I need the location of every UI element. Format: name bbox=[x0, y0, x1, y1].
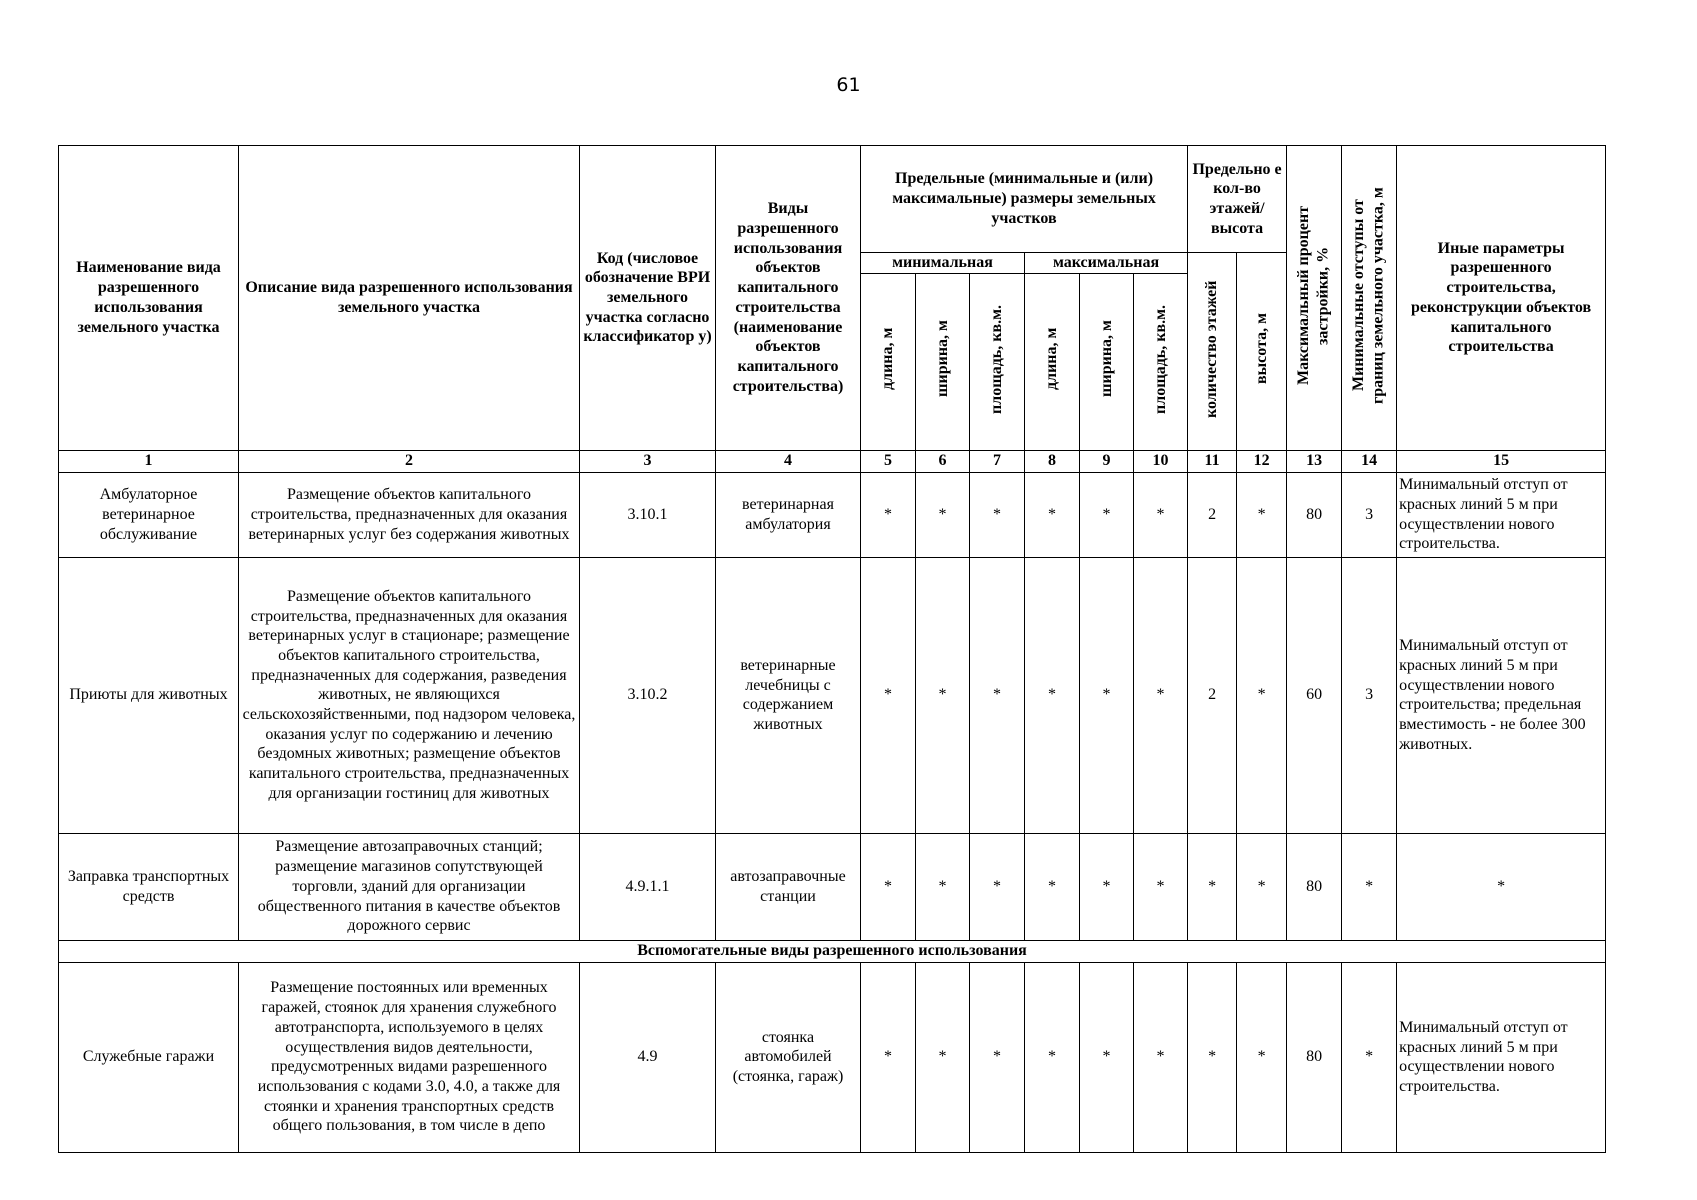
header-min-length: длина, м bbox=[861, 274, 916, 451]
min-length-value: * bbox=[861, 557, 916, 833]
setback-value: * bbox=[1342, 833, 1397, 940]
min-width-value: * bbox=[916, 472, 970, 557]
column-number: 12 bbox=[1237, 450, 1287, 472]
header-min-width: ширина, м bbox=[916, 274, 970, 451]
capital-objects: ветеринарные лечебницы с содержанием животных bbox=[716, 557, 861, 833]
header-maximum: максимальная bbox=[1025, 253, 1188, 274]
table-row bbox=[59, 472, 1606, 557]
land-use-description: Размещение объектов капитального строительства, предназначенных для оказания ветеринарных услуг в стационаре; размещение объектов капитального строительства, предназначенных для содержания, разведения животных, не являющихся сельскохозяйственными, под надзором человека, оказания услуг по содержанию и лечению бездомных животных; размещение объектов капитального строительства, предназначенных для организации гостиниц для животных bbox=[239, 557, 580, 833]
header-max-area: площадь, кв.м. bbox=[1134, 274, 1188, 451]
land-use-description: Размещение автозаправочных станций; размещение магазинов сопутствующей торговли, зданий для организации общественного питания в качестве объектов дорожного сервис bbox=[239, 833, 580, 940]
land-use-description: Размещение объектов капитального строительства, предназначенных для оказания ветеринарных услуг без содержания животных bbox=[239, 472, 580, 557]
column-number: 14 bbox=[1342, 450, 1397, 472]
min-area-value: * bbox=[970, 833, 1025, 940]
min-length-value: * bbox=[861, 962, 916, 1152]
land-use-name: Амбулаторное ветеринарное обслуживание bbox=[59, 472, 239, 557]
other-params-value: Минимальный отступ от красных линий 5 м при осуществлении нового строительства; предельная вместимость - не более 300 животных. bbox=[1397, 557, 1606, 833]
min-area-value: * bbox=[970, 557, 1025, 833]
land-use-code: 4.9.1.1 bbox=[580, 833, 716, 940]
other-params-value: * bbox=[1397, 833, 1606, 940]
capital-objects: автозаправочные станции bbox=[716, 833, 861, 940]
column-number: 7 bbox=[970, 450, 1025, 472]
land-use-name: Приюты для животных bbox=[59, 557, 239, 833]
header-land-use-name: Наименование вида разрешенного использования земельного участка bbox=[59, 146, 239, 451]
height-value: * bbox=[1237, 472, 1287, 557]
header-max-building-percent: Максимальный процент застройки, % bbox=[1287, 146, 1342, 451]
max-area-value: * bbox=[1134, 962, 1188, 1152]
setback-value: 3 bbox=[1342, 557, 1397, 833]
building-percent-value: 80 bbox=[1287, 833, 1342, 940]
column-number-row bbox=[59, 450, 1606, 472]
max-length-value: * bbox=[1025, 557, 1080, 833]
column-number: 11 bbox=[1188, 450, 1237, 472]
setback-value: 3 bbox=[1342, 472, 1397, 557]
min-width-value: * bbox=[916, 833, 970, 940]
floors-value: * bbox=[1188, 962, 1237, 1152]
table-row bbox=[59, 833, 1606, 940]
floors-value: 2 bbox=[1188, 557, 1237, 833]
max-area-value: * bbox=[1134, 557, 1188, 833]
table-row bbox=[59, 557, 1606, 833]
height-value: * bbox=[1237, 557, 1287, 833]
land-use-table bbox=[58, 145, 1606, 1153]
column-number: 9 bbox=[1080, 450, 1134, 472]
column-number: 15 bbox=[1397, 450, 1606, 472]
building-percent-value: 80 bbox=[1287, 962, 1342, 1152]
table-row bbox=[59, 962, 1606, 1152]
page-number: 61 bbox=[836, 74, 861, 96]
column-number: 3 bbox=[580, 450, 716, 472]
min-area-value: * bbox=[970, 962, 1025, 1152]
max-width-value: * bbox=[1080, 472, 1134, 557]
header-minimum: минимальная bbox=[861, 253, 1025, 274]
header-height: высота, м bbox=[1237, 253, 1287, 451]
section-row bbox=[59, 940, 1606, 962]
column-number: 10 bbox=[1134, 450, 1188, 472]
floors-value: 2 bbox=[1188, 472, 1237, 557]
height-value: * bbox=[1237, 962, 1287, 1152]
column-number: 4 bbox=[716, 450, 861, 472]
header-code: Код (числовое обозначение ВРИ земельного участка согласно классификатор у) bbox=[580, 146, 716, 451]
header-floors-count: количество этажей bbox=[1188, 253, 1237, 451]
min-width-value: * bbox=[916, 962, 970, 1152]
column-number: 6 bbox=[916, 450, 970, 472]
column-number: 2 bbox=[239, 450, 580, 472]
min-width-value: * bbox=[916, 557, 970, 833]
max-length-value: * bbox=[1025, 472, 1080, 557]
land-use-code: 3.10.2 bbox=[580, 557, 716, 833]
floors-value: * bbox=[1188, 833, 1237, 940]
land-use-description: Размещение постоянных или временных гаражей, стоянок для хранения служебного автотранспорта, используемого в целях осуществления видов деятельности, предусмотренных видами разрешенного использования с кодами 3.0, 4.0, а также для стоянки и хранения транспортных средств общего пользования, в том числе в депо bbox=[239, 962, 580, 1152]
land-use-name: Служебные гаражи bbox=[59, 962, 239, 1152]
other-params-value: Минимальный отступ от красных линий 5 м при осуществлении нового строительства. bbox=[1397, 472, 1606, 557]
header-min-area: площадь, кв.м. bbox=[970, 274, 1025, 451]
building-percent-value: 60 bbox=[1287, 557, 1342, 833]
column-number: 8 bbox=[1025, 450, 1080, 472]
max-width-value: * bbox=[1080, 833, 1134, 940]
max-area-value: * bbox=[1134, 833, 1188, 940]
header-floors-height: Предельно е кол-во этажей/ высота bbox=[1188, 146, 1287, 253]
header-plot-sizes: Предельные (минимальные и (или) максимальные) размеры земельных участков bbox=[861, 146, 1188, 253]
header-description: Описание вида разрешенного использования земельного участка bbox=[239, 146, 580, 451]
header-min-setbacks: Минимальные отступы от границ земельного участка, м bbox=[1342, 146, 1397, 451]
capital-objects: стоянка автомобилей (стоянка, гараж) bbox=[716, 962, 861, 1152]
land-use-code: 4.9 bbox=[580, 962, 716, 1152]
max-width-value: * bbox=[1080, 962, 1134, 1152]
header-max-length: длина, м bbox=[1025, 274, 1080, 451]
height-value: * bbox=[1237, 833, 1287, 940]
land-use-name: Заправка транспортных средств bbox=[59, 833, 239, 940]
max-width-value: * bbox=[1080, 557, 1134, 833]
header-max-width: ширина, м bbox=[1080, 274, 1134, 451]
min-area-value: * bbox=[970, 472, 1025, 557]
max-length-value: * bbox=[1025, 962, 1080, 1152]
column-number: 5 bbox=[861, 450, 916, 472]
max-length-value: * bbox=[1025, 833, 1080, 940]
capital-objects: ветеринарная амбулатория bbox=[716, 472, 861, 557]
other-params-value: Минимальный отступ от красных линий 5 м при осуществлении нового строительства. bbox=[1397, 962, 1606, 1152]
land-use-code: 3.10.1 bbox=[580, 472, 716, 557]
max-area-value: * bbox=[1134, 472, 1188, 557]
header-other-params: Иные параметры разрешенного строительства, реконструкции объектов капитального строительства bbox=[1397, 146, 1606, 451]
column-number: 13 bbox=[1287, 450, 1342, 472]
min-length-value: * bbox=[861, 472, 916, 557]
column-number: 1 bbox=[59, 450, 239, 472]
header-objects: Виды разрешенного использования объектов капитального строительства (наименование объектов капитального строительства) bbox=[716, 146, 861, 451]
min-length-value: * bbox=[861, 833, 916, 940]
setback-value: * bbox=[1342, 962, 1397, 1152]
section-title: Вспомогательные виды разрешенного использования bbox=[59, 940, 1606, 962]
building-percent-value: 80 bbox=[1287, 472, 1342, 557]
